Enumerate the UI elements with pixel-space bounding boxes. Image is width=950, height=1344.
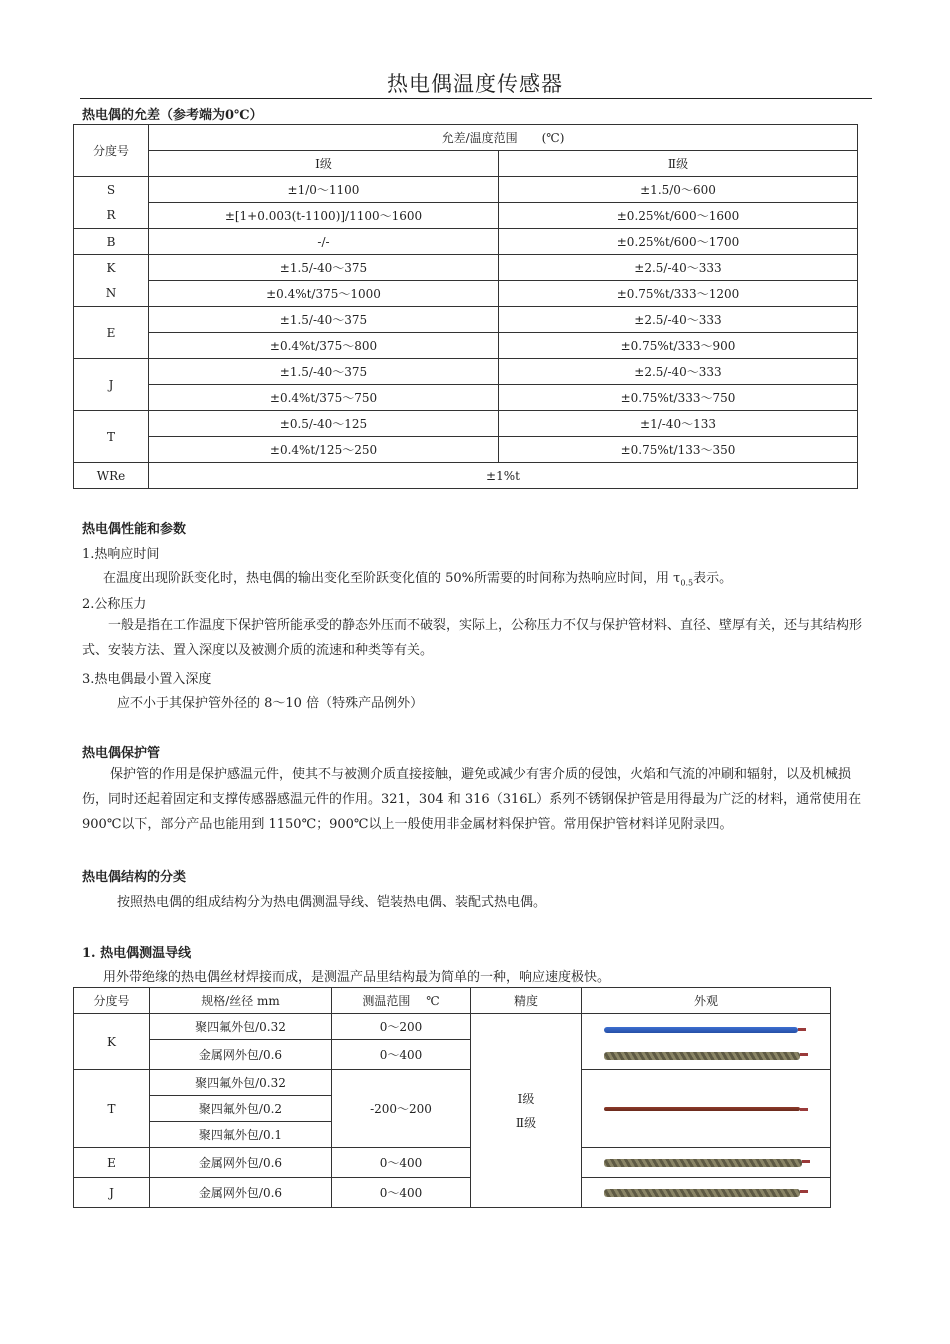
mesh-cable-image bbox=[604, 1159, 802, 1167]
class2-cell: ±0.75%t/333～750 bbox=[499, 385, 858, 411]
tolerance-heading: 热电偶的允差（参考端为0℃） bbox=[82, 108, 263, 123]
t-cable-photo bbox=[582, 1070, 831, 1148]
class1-cell: ±1.5/-40～375 bbox=[149, 359, 499, 385]
grade-cell: K bbox=[74, 1014, 150, 1070]
structure-text: 按照热电偶的组成结构分为热电偶测温导线、铠装热电偶、装配式热电偶。 bbox=[117, 895, 547, 910]
spec-cell: 聚四氟外包/0.32 bbox=[150, 1070, 332, 1096]
class2-cell: ±2.5/-40～333 bbox=[499, 359, 858, 385]
range-cell: 0～400 bbox=[332, 1148, 471, 1178]
item3-text: 应不小于其保护管外径的 8～10 倍（特殊产品例外） bbox=[117, 696, 424, 711]
class2-cell: ±2.5/-40～333 bbox=[499, 307, 858, 333]
accuracy-class2: Ⅱ级 bbox=[515, 1115, 537, 1130]
header-class1: Ⅰ级 bbox=[149, 151, 499, 177]
range-cell: 0～200 bbox=[332, 1014, 471, 1040]
spec-cell: 聚四氟外包/0.2 bbox=[150, 1096, 332, 1122]
class1-cell: ±[1+0.003(t-1100)]/1100～1600 bbox=[149, 203, 499, 229]
class2-cell: ±0.75%t/333～1200 bbox=[499, 281, 858, 307]
class1-cell: ±1.5/-40～375 bbox=[149, 255, 499, 281]
class2-cell: ±1/-40～133 bbox=[499, 411, 858, 437]
grade-cell: T bbox=[74, 1070, 150, 1148]
range-cell: 0～400 bbox=[332, 1178, 471, 1208]
cable-tip bbox=[800, 1108, 808, 1111]
title-rule bbox=[80, 98, 872, 99]
item1-title: 1.热响应时间 bbox=[82, 547, 160, 562]
mesh-cable-image bbox=[604, 1052, 800, 1060]
wre-value-cell: ±1%t bbox=[149, 463, 858, 489]
class2-cell: ±0.75%t/333～900 bbox=[499, 333, 858, 359]
class2-cell: ±0.75%t/133～350 bbox=[499, 437, 858, 463]
class1-cell: ±0.4%t/375～800 bbox=[149, 333, 499, 359]
protection-text: 保护管的作用是保护感温元件，使其不与被测介质直接接触，避免或减少有害介质的侵蚀，火焰和气流的冲刷和辐射，以及机械损伤，同时还起着固定和支撑传感器感温元件的作用。321，304 和 316（316L）系列不锈钢保护管是用得最为广泛的材料，通常使用在 900℃以下，部分产品也能用到 1150℃；900℃以上一般使用非金属材料保护管。常用保护管材料详见附录四。 bbox=[82, 767, 862, 832]
item2-text: 一般是指在工作温度下保护管所能承受的静态外压而不破裂，实际上，公称压力不仅与保护管材料、直径、壁厚有关，还与其结构形式、安装方法、置入深度以及被测介质的流速和种类等有关。 bbox=[82, 618, 863, 658]
grade-cell: T bbox=[74, 411, 149, 463]
wire-heading: 1. 热电偶测温导线 bbox=[82, 946, 192, 961]
item1-text bbox=[103, 567, 732, 588]
class2-cell: ±0.25%t/600～1700 bbox=[499, 229, 858, 255]
accuracy-class1: Ⅰ级 bbox=[517, 1091, 535, 1106]
class1-cell: ±0.5/-40～125 bbox=[149, 411, 499, 437]
class2-cell: ±0.25%t/600～1600 bbox=[499, 203, 858, 229]
class1-cell: ±0.4%t/125～250 bbox=[149, 437, 499, 463]
k-cable-photo bbox=[582, 1014, 831, 1070]
spec-cell: 聚四氟外包/0.1 bbox=[150, 1122, 332, 1148]
grade-cell: K bbox=[74, 255, 149, 281]
grade-cell: B bbox=[74, 229, 149, 255]
structure-heading: 热电偶结构的分类 bbox=[82, 870, 187, 885]
grade-cell: R bbox=[74, 203, 149, 229]
e-cable-photo bbox=[582, 1148, 831, 1178]
header-grade: 分度号 bbox=[74, 988, 150, 1014]
grade-cell: J bbox=[74, 359, 149, 411]
grade-cell: E bbox=[74, 1148, 150, 1178]
cable-tip bbox=[800, 1190, 808, 1193]
tolerance-table bbox=[73, 124, 858, 489]
header-spec: 规格/丝径 mm bbox=[150, 988, 332, 1014]
spec-cell: 金属网外包/0.6 bbox=[150, 1178, 332, 1208]
class1-cell: ±1.5/-40～375 bbox=[149, 307, 499, 333]
class2-cell: ±2.5/-40～333 bbox=[499, 255, 858, 281]
spec-cell: 金属网外包/0.6 bbox=[150, 1148, 332, 1178]
item1-text-a: 在温度出现阶跃变化时，热电偶的输出变化至阶跃变化值的 50%所需要的时间称为热响应时间，用 τ bbox=[103, 571, 681, 586]
mesh-cable-image bbox=[604, 1189, 800, 1197]
range-cell: -200～200 bbox=[332, 1070, 471, 1148]
performance-heading: 热电偶性能和参数 bbox=[82, 522, 187, 537]
item2-title: 2.公称压力 bbox=[82, 597, 147, 612]
item3-title: 3.热电偶最小置入深度 bbox=[82, 672, 212, 687]
header-class2: Ⅱ级 bbox=[499, 151, 858, 177]
header-grade: 分度号 bbox=[74, 125, 149, 177]
item1-sub: 0.5 bbox=[680, 578, 694, 588]
range-cell: 0～400 bbox=[332, 1040, 471, 1070]
class1-cell: ±1/0～1100 bbox=[149, 177, 499, 203]
grade-cell: N bbox=[74, 281, 149, 307]
spec-cell: 聚四氟外包/0.32 bbox=[150, 1014, 332, 1040]
class1-cell: ±0.4%t/375～1000 bbox=[149, 281, 499, 307]
header-accuracy: 精度 bbox=[471, 988, 582, 1014]
class1-cell: ±0.4%t/375～750 bbox=[149, 385, 499, 411]
cable-tip bbox=[798, 1028, 806, 1031]
wire-table bbox=[73, 987, 831, 1208]
j-cable-photo bbox=[582, 1178, 831, 1208]
header-range: 测温范围 ℃ bbox=[332, 988, 471, 1014]
blue-cable-image bbox=[604, 1027, 798, 1033]
cable-tip bbox=[800, 1053, 808, 1056]
header-range: 允差/温度范围 (℃) bbox=[149, 125, 858, 151]
brown-cable-image bbox=[604, 1107, 800, 1111]
accuracy-cell bbox=[471, 1014, 582, 1208]
grade-cell: WRe bbox=[74, 463, 149, 489]
page-title: 热电偶温度传感器 bbox=[387, 72, 563, 96]
grade-cell: S bbox=[74, 177, 149, 203]
spec-cell: 金属网外包/0.6 bbox=[150, 1040, 332, 1070]
header-look: 外观 bbox=[582, 988, 831, 1014]
protection-heading: 热电偶保护管 bbox=[82, 746, 161, 761]
grade-cell: J bbox=[74, 1178, 150, 1208]
grade-cell: E bbox=[74, 307, 149, 359]
class2-cell: ±1.5/0～600 bbox=[499, 177, 858, 203]
class1-cell: -/- bbox=[149, 229, 499, 255]
cable-tip bbox=[802, 1160, 810, 1163]
item1-text-b: 表示。 bbox=[693, 571, 733, 586]
wire-intro: 用外带绝缘的热电偶丝材焊接而成，是测温产品里结构最为简单的一种，响应速度极快。 bbox=[103, 970, 611, 985]
